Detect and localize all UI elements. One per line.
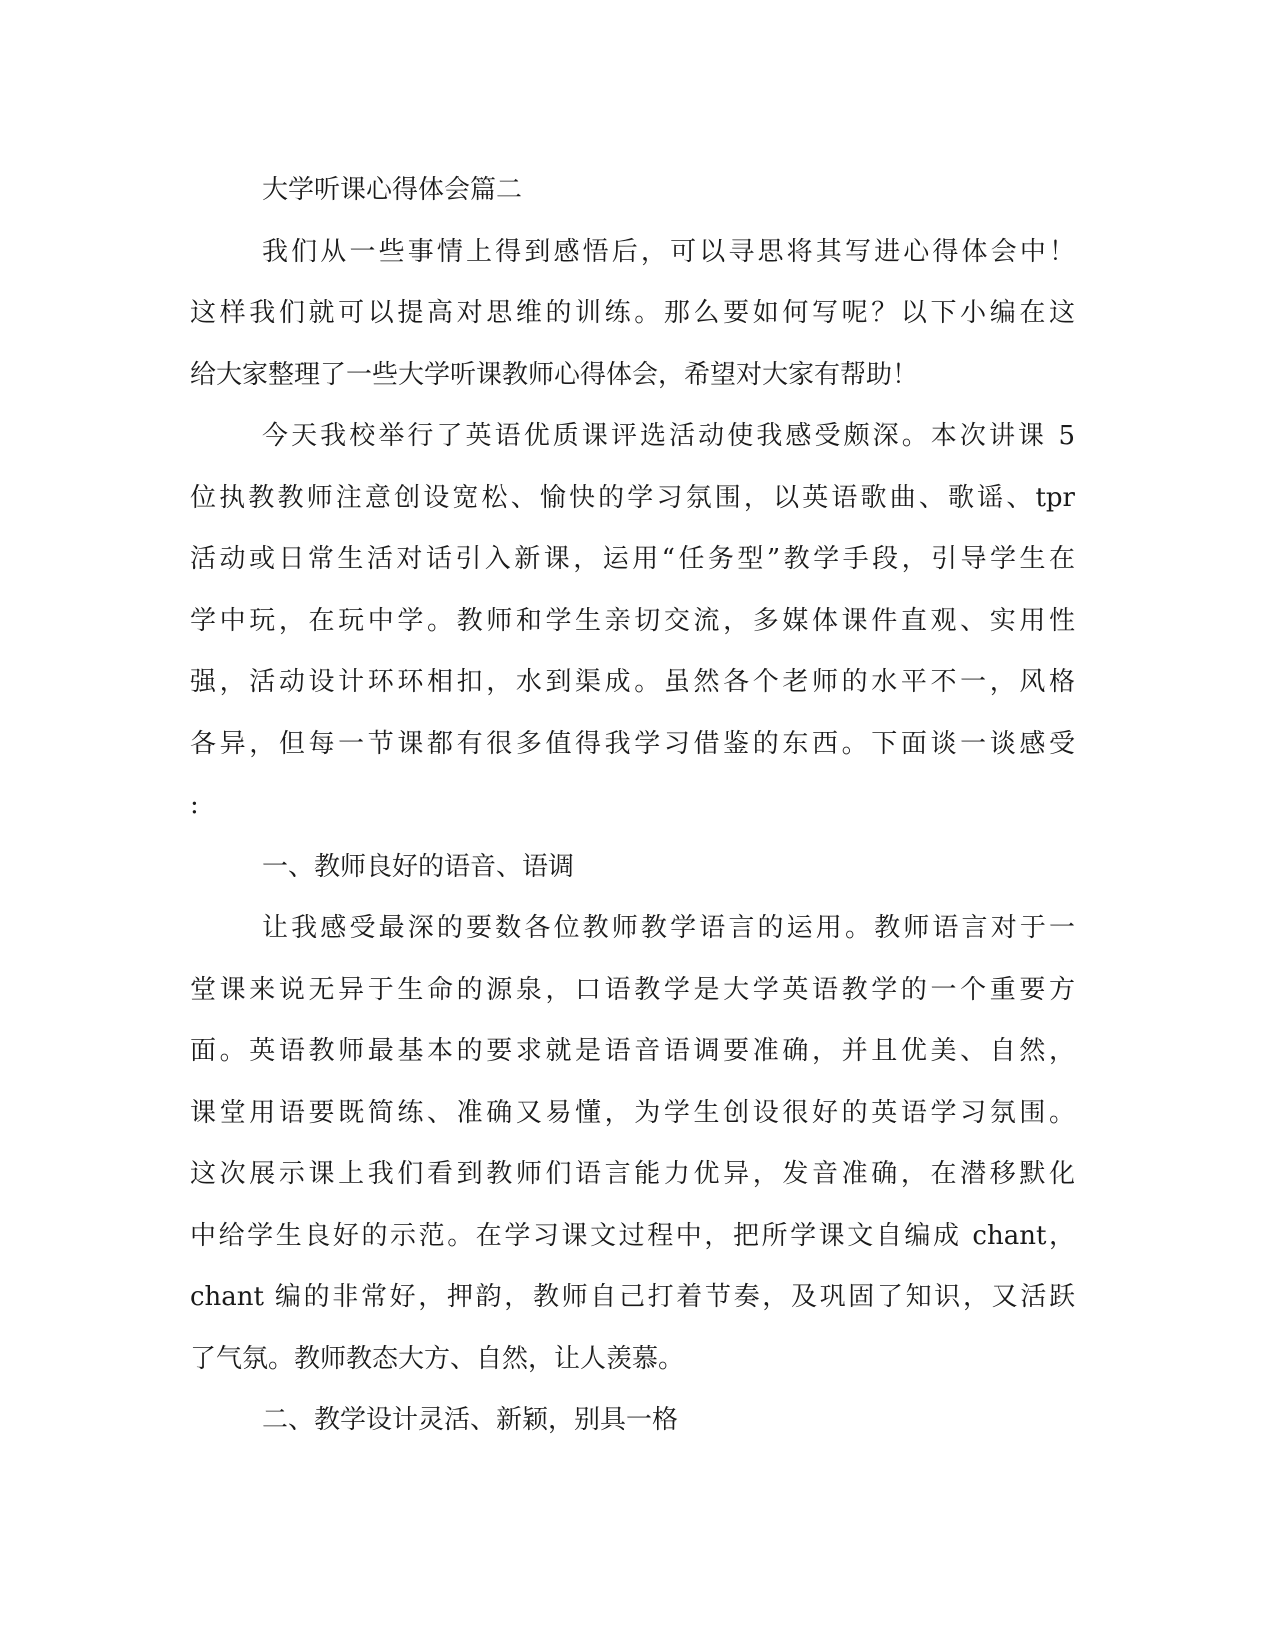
text-line: 各异，但每一节课都有很多值得我学习借鉴的东西。下面谈一谈感受: [190, 728, 1075, 759]
text-line: 这次展示课上我们看到教师们语言能力优异，发音准确，在潜移默化: [190, 1159, 1075, 1189]
text-line: 活动或日常生活对话引入新课，运用“任务型”教学手段，引导学生在: [190, 544, 1075, 574]
section-heading: 二、教学设计灵活、新颖，别具一格: [262, 1405, 679, 1435]
text-line: 今天我校举行了英语优质课评选活动使我感受颇深。本次讲课 5: [262, 421, 1075, 451]
text-line: 堂课来说无异于生命的源泉，口语教学是大学英语教学的一个重要方: [190, 974, 1075, 1005]
text-line: 强，活动设计环环相扣，水到渠成。虽然各个老师的水平不一，风格: [190, 667, 1075, 697]
text-line: 我们从一些事情上得到感悟后，可以寻思将其写进心得体会中！: [262, 236, 1075, 267]
text-line: 这样我们就可以提高对思维的训练。那么要如何写呢？以下小编在这: [190, 298, 1075, 328]
text-line: 位执教教师注意创设宽松、愉快的学习氛围，以英语歌曲、歌谣、tpr: [190, 482, 1075, 513]
text-line: 面。英语教师最基本的要求就是语音语调要准确，并且优美、自然，: [190, 1036, 1075, 1066]
text-line: 中给学生良好的示范。在学习课文过程中，把所学课文自编成 chant，: [190, 1220, 1075, 1251]
text-line: 给大家整理了一些大学听课教师心得体会，希望对大家有帮助！: [190, 359, 919, 390]
section-title: 大学听课心得体会篇二: [262, 175, 523, 205]
section-heading: 一、教师良好的语音、语调: [262, 851, 575, 882]
text-line: 了气氛。教师教态大方、自然，让人羡慕。: [190, 1343, 685, 1374]
text-line: 学中玩，在玩中学。教师和学生亲切交流，多媒体课件直观、实用性: [190, 605, 1075, 636]
text-line: 让我感受最深的要数各位教师教学语言的运用。教师语言对于一: [262, 913, 1075, 943]
text-line: :: [190, 790, 199, 820]
text-line: 课堂用语要既简练、准确又易懂，为学生创设很好的英语学习氛围。: [190, 1097, 1075, 1128]
document-body: [190, 160, 1075, 1452]
text-line: chant 编的非常好，押韵，教师自己打着节奏，及巩固了知识，又活跃: [190, 1282, 1075, 1312]
